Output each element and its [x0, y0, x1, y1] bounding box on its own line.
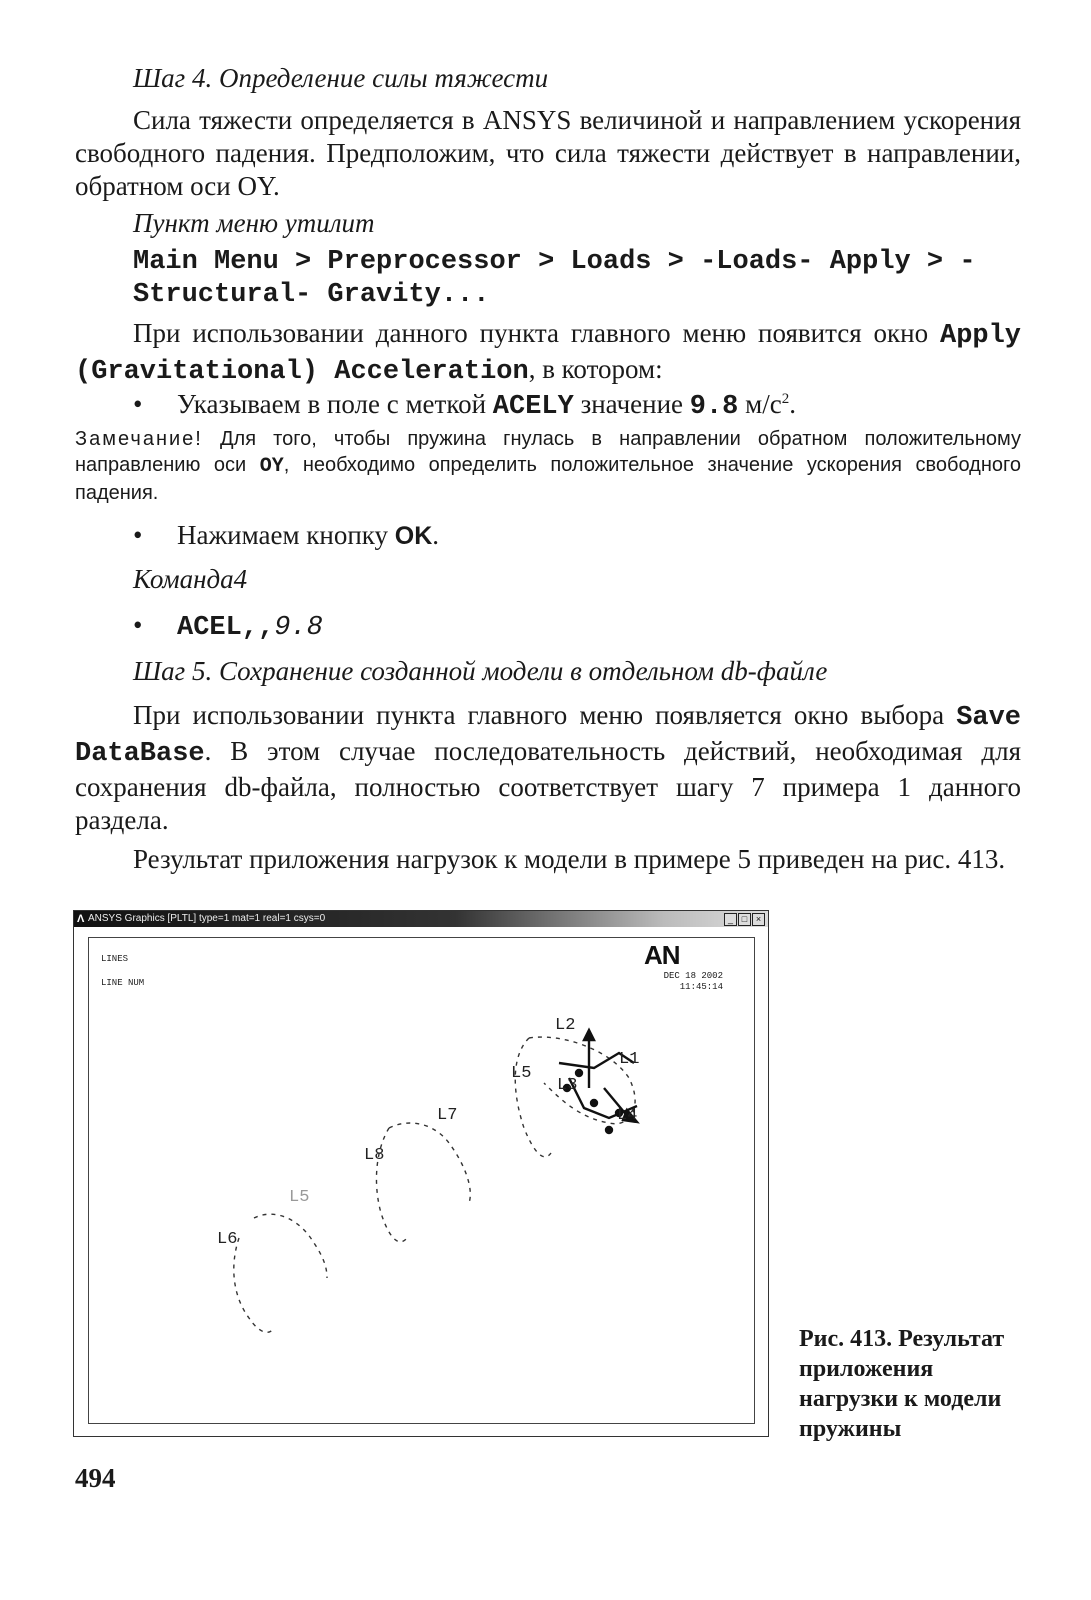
paragraph-apply-window [75, 317, 1021, 389]
ansys-titlebar [74, 911, 768, 927]
line-label-l1: L1 [619, 1050, 640, 1069]
bullet-ok [133, 519, 439, 553]
note-text-end: , необходимо определить положительное значение ускорения свободного падения. [75, 454, 1021, 504]
line-label-l5: L5 [511, 1064, 532, 1083]
spring-plot [89, 938, 754, 1423]
line-label-l5-faded: L5 [289, 1188, 310, 1207]
field-acely: ACELY [492, 392, 574, 422]
command-name: ACEL,, [177, 613, 275, 643]
note-block [75, 426, 1021, 506]
command-heading: Команда4 [133, 564, 248, 594]
paragraph-save-end: . В этом случае последовательность действий, необходимая для сохранения db-файла, полностью соответствует шагу 7 примера 1 данного раздела. [75, 736, 1021, 835]
page-number: 494 [75, 1463, 116, 1493]
step5-heading: Шаг 5. Сохранение созданной модели в отдельном db-файле [133, 656, 828, 686]
menu-path: Main Menu > Preprocessor > Loads > -Loads- Apply > -Structural- Gravity... [133, 247, 976, 310]
spring-coil-middle [389, 1123, 470, 1203]
figure-caption: Рис. 413. Результат приложения нагрузки к модели пружины [799, 1326, 1005, 1442]
line-label-l8: L8 [364, 1146, 385, 1165]
bullet-dot: • [133, 520, 143, 550]
paragraph-save-text: При использовании пункта главного меню появляется окно выбора [133, 700, 945, 730]
spring-coil-lower [254, 1214, 327, 1278]
bullet-command [133, 609, 323, 645]
line-label-l7: L7 [437, 1106, 458, 1125]
plot-date: DEC 18 2002 [663, 971, 723, 981]
ok-button-label: OK [394, 522, 433, 550]
acely-value: 9.8 [689, 392, 739, 422]
paragraph-apply-window-text: При использовании данного пункта главного меню появится окно [133, 318, 929, 348]
line-label-l2: L2 [555, 1016, 576, 1035]
plot-time: 11:45:14 [679, 982, 723, 992]
command-value: 9.8 [274, 613, 323, 643]
paragraph-apply-window-end: , в котором: [528, 354, 663, 384]
note-lead: Замечание! [75, 428, 203, 450]
paragraph-result: Результат приложения нагрузок к модели в примере 5 приведен на рис. 413. [133, 844, 1006, 874]
line-label-l6: L6 [217, 1230, 238, 1249]
line-label-l4: L4 [617, 1106, 638, 1125]
ansys-graphics-window [73, 910, 769, 1437]
bullet-ok-text: Нажимаем кнопку [177, 520, 389, 550]
minimize-icon: _ [724, 913, 737, 926]
paragraph-gravity-intro: Сила тяжести определяется в ANSYS величиной и направлением ускорения свободного падения. Предположим, что сила тяжести действует в направлении, обратном оси OY. [75, 105, 1021, 201]
plot-label-line-num: LINE NUM [101, 978, 145, 988]
bullet-ok-end: . [432, 520, 440, 550]
ansys-an-logo: AN [644, 940, 680, 970]
save-database-window: Save DataBase [75, 703, 1021, 769]
acely-unit: м/с [745, 389, 782, 419]
ansys-plot-area [88, 937, 755, 1424]
maximize-icon: □ [738, 913, 751, 926]
window-name: Apply (Gravitational) Acceleration [75, 321, 1022, 387]
menu-heading: Пункт меню утилит [133, 208, 375, 238]
bullet-dot: • [133, 610, 143, 640]
plot-label-lines: LINES [101, 954, 129, 964]
bullet-acely-mid: значение [580, 389, 684, 419]
line-label-l3: L3 [557, 1076, 578, 1095]
paragraph-save-database [75, 699, 1021, 837]
ansys-window-title: ANSYS Graphics [PLTL] type=1 mat=1 real=1 csys=0 [88, 913, 326, 924]
spring-coil-upper-back [515, 1038, 551, 1157]
close-icon: × [752, 913, 765, 926]
bullet-acely-end: . [789, 389, 796, 419]
acely-unit-exponent: 2 [781, 391, 790, 407]
bullet-acely [133, 383, 796, 424]
bullet-dot: • [133, 389, 143, 419]
ansys-logo-icon: Λ [77, 913, 85, 925]
spring-coil-lower-back [234, 1238, 274, 1332]
note-text: Для того, чтобы пружина гнулась в направлении обратном положительному направлению оси [75, 428, 1021, 476]
note-axis: OY [259, 455, 284, 478]
step4-heading: Шаг 4. Определение силы тяжести [133, 63, 549, 93]
bullet-acely-text: Указываем в поле с меткой [177, 389, 487, 419]
